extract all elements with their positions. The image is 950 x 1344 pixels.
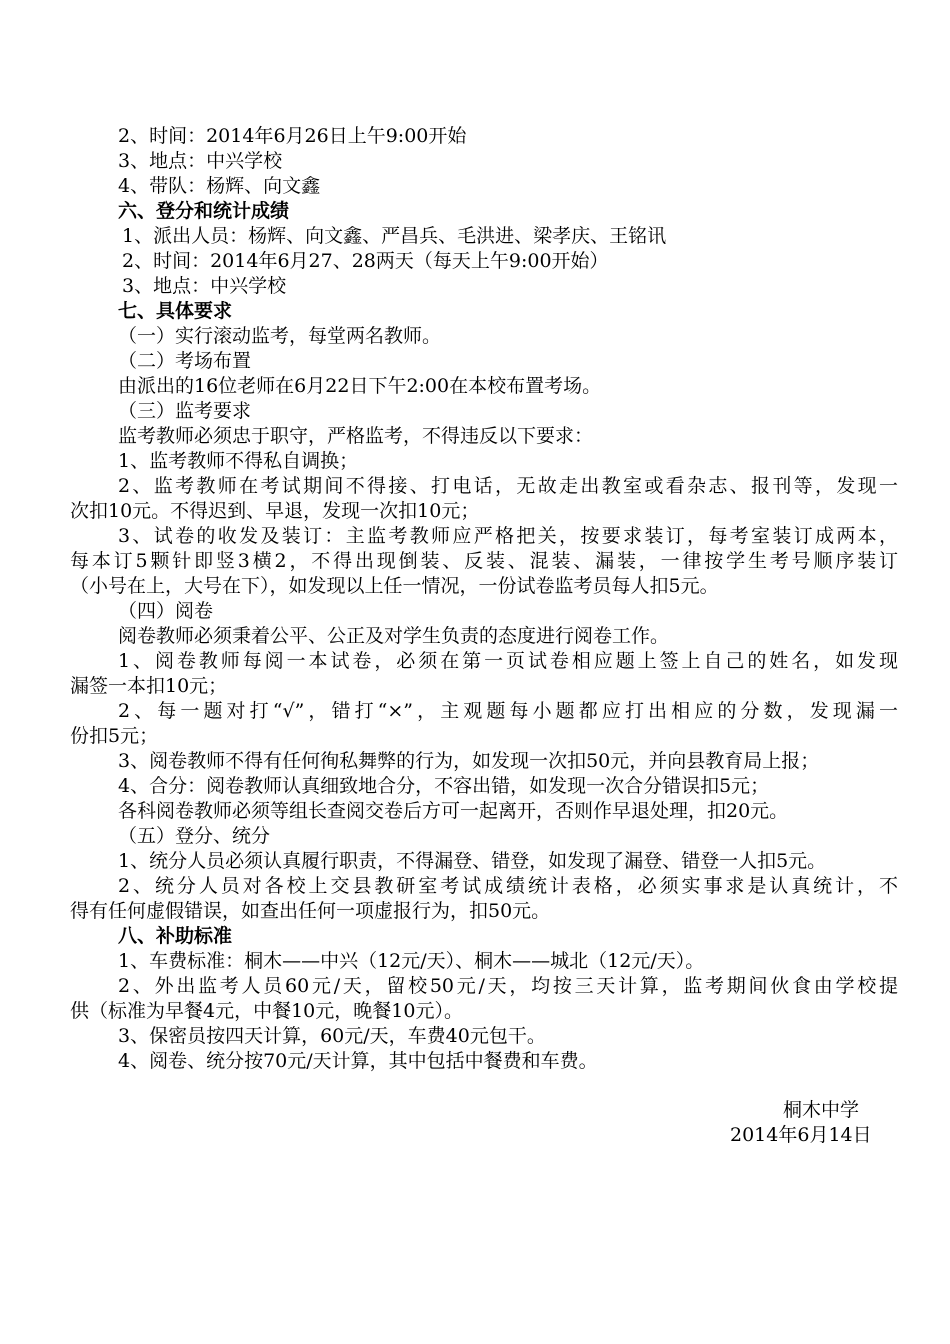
text-line: 2、外出监考人员60元/天，留校50元/天，均按三天计算，监考期间伙食由学校提 <box>118 975 898 997</box>
text-line: 得有任何虚假错误，如查出任何一项虚报行为，扣50元。 <box>70 900 551 922</box>
text-line: （小号在上，大号在下），如发现以上任一情况，一份试卷监考员每人扣5元。 <box>70 575 719 597</box>
text-line: （一）实行滚动监考，每堂两名教师。 <box>118 325 442 347</box>
signature-org: 桐木中学 <box>783 1099 860 1121</box>
text-line: 3、阅卷教师不得有任何徇私舞弊的行为，如发现一次扣50元，并向县教育局上报； <box>118 750 820 772</box>
text-line: 由派出的16位老师在6月22日下午2:00在本校布置考场。 <box>118 375 602 397</box>
text-line: 3、试卷的收发及装订：主监考教师应严格把关，按要求装订，每考室装订成两本， <box>118 525 898 547</box>
text-line: 2、时间：2014年6月27、28两天（每天上午9:00开始） <box>122 250 609 272</box>
text-line: 1、车费标准：桐木——中兴（12元/天）、桐木——城北（12元/天）。 <box>118 950 705 972</box>
text-line: （五）登分、统分 <box>118 825 271 847</box>
text-line: 3、地点：中兴学校 <box>122 275 287 297</box>
section-heading: 六、登分和统计成绩 <box>118 200 290 222</box>
text-line: 阅卷教师必须秉着公平、公正及对学生负责的态度进行阅卷工作。 <box>118 625 670 647</box>
text-line: 1、统分人员必须认真履行职责，不得漏登、错登，如发现了漏登、错登一人扣5元。 <box>118 850 827 872</box>
text-line: （三）监考要求 <box>118 400 252 422</box>
text-line: 4、合分：阅卷教师认真细致地合分，不容出错，如发现一次合分错误扣5元； <box>118 775 770 797</box>
section-heading: 七、具体要求 <box>118 300 233 322</box>
section-heading: 八、补助标准 <box>118 925 233 947</box>
text-line: 监考教师必须忠于职守，严格监考，不得违反以下要求： <box>118 425 594 447</box>
text-line: （二）考场布置 <box>118 350 252 372</box>
text-line: 1、派出人员：杨辉、向文鑫、严昌兵、毛洪进、梁孝庆、王铭讯 <box>122 225 667 247</box>
text-line: 次扣10元。不得迟到、早退，发现一次扣10元； <box>70 500 480 522</box>
text-line: 2、监考教师在考试期间不得接、打电话，无故走出教室或看杂志、报刊等，发现一 <box>118 475 898 497</box>
text-line: 3、保密员按四天计算，60元/天，车费40元包干。 <box>118 1025 546 1047</box>
text-line: 2、统分人员对各校上交县教研室考试成绩统计表格，必须实事求是认真统计，不 <box>118 875 898 897</box>
text-line: 2、每一题对打“√”，错打“×”，主观题每小题都应打出相应的分数，发现漏一 <box>118 700 898 722</box>
text-line: 2、时间：2014年6月26日上午9:00开始 <box>118 125 467 147</box>
text-line: 3、地点：中兴学校 <box>118 150 283 172</box>
signature-date: 2014年6月14日 <box>730 1124 872 1146</box>
text-line: 漏签一本扣10元； <box>70 675 228 697</box>
text-line: 份扣5元； <box>70 725 159 747</box>
text-line: 每本订5颗针即竖3横2，不得出现倒装、反装、混装、漏装，一律按学生考号顺序装订 <box>70 550 898 572</box>
text-line: 1、阅卷教师每阅一本试卷，必须在第一页试卷相应题上签上自己的姓名，如发现 <box>118 650 898 672</box>
text-line: 供（标准为早餐4元，中餐10元，晚餐10元）。 <box>70 1000 463 1022</box>
text-line: 4、阅卷、统分按70元/天计算，其中包括中餐费和车费。 <box>118 1050 598 1072</box>
text-line: 1、监考教师不得私自调换； <box>118 450 359 472</box>
text-line: 各科阅卷教师必须等组长查阅交卷后方可一起离开，否则作早退处理，扣20元。 <box>118 800 789 822</box>
text-line: （四）阅卷 <box>118 600 214 622</box>
text-line: 4、带队：杨辉、向文鑫 <box>118 175 321 197</box>
